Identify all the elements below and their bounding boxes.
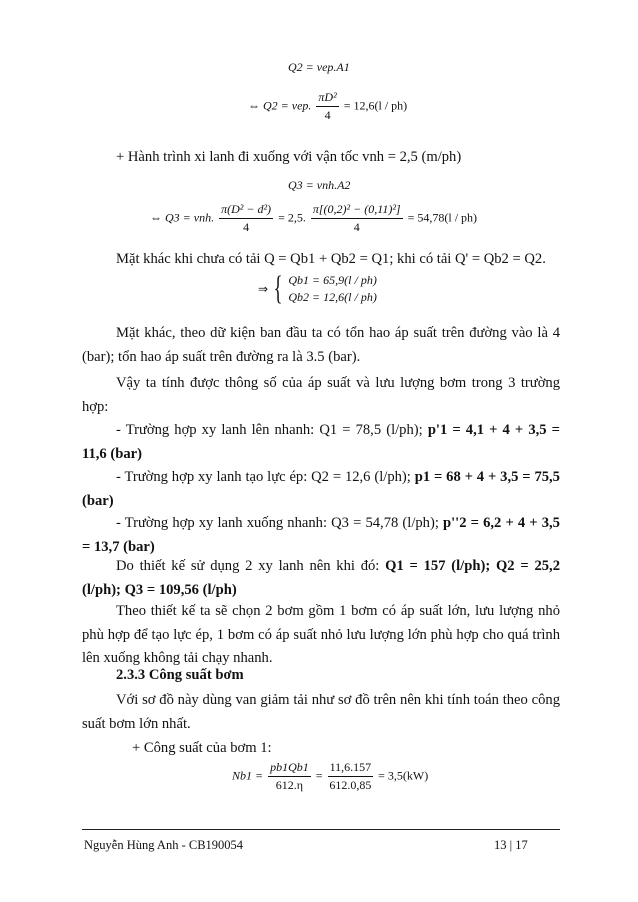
case-pressure: p'1 = 4,1 + 4 + 3,5 = 11,6 (bar) [82,422,560,462]
fraction-numerator: 11,6.157 [328,760,374,777]
footer-author: Nguyễn Hùng Anh - CB190054 [84,838,244,852]
equation-q3-expanded [150,202,477,235]
system-of-equations [258,272,377,306]
paragraph-pump1-power: + Công suất của bơm 1: [132,740,272,756]
fraction-numerator: π[(0,2)² − (0,11)²] [311,202,403,219]
fraction [316,90,338,123]
fraction-numerator: pb1Qb1 [268,760,311,777]
fraction [328,760,374,793]
paragraph-no-load: Mặt khác khi chưa có tải Q = Qb1 + Qb2 = Q1; khi có tải Q' = Qb2 = Q2. [116,251,546,267]
section-heading: 2.3.3 Công suất bơm [116,667,244,683]
paragraph-pressure-loss: Mặt khác, theo dữ kiện ban đầu ta có tổn hao áp suất trên đường vào là 4 (bar); tổn hao áp suất trên đường ra là 3.5 (bar). [82,325,560,365]
text-run: Do thiết kế sử dụng 2 xy lanh nên khi đó: [116,558,380,574]
footer-page-number: 13 | 17 [494,838,528,852]
case-flow: - Trường hợp xy lanh tạo lực ép: Q2 = 12,6 (l/ph); [116,469,411,485]
system-rows [288,272,376,306]
case-flow: - Trường hợp xy lanh xuống nhanh: Q3 = 54,78 (l/ph); [116,515,439,531]
equation-q2-expanded [248,90,407,123]
equation-q3: Q3 = vnh.A2 [288,178,351,192]
paragraph-two-cylinders [82,555,560,602]
equation-q2: Q2 = vep.A1 [288,60,350,74]
fraction-denominator: 612.0,85 [329,778,372,792]
fraction-denominator: 612.η [275,778,304,792]
equation-system [258,272,377,306]
total-flows: Q1 = 157 (l/ph); Q2 = 25,2 (l/ph); Q3 = 109,56 (l/ph) [82,558,560,598]
equation-text: ⇔ Q3 = vnh. [150,210,215,225]
implies-symbol: ⇒ [258,281,269,296]
equation-text: ⇔ Q2 = vep. [248,98,312,113]
fraction [311,202,403,235]
paragraph-power-method: Với sơ đồ này dùng van giảm tải như sơ đồ trên nên khi tính toán theo công suất bơm lớn nhất. [82,692,560,732]
fraction [268,760,311,793]
paragraph-cases-intro: Vậy ta tính được thông số của áp suất và lưu lượng bơm trong 3 trường hợp: [82,375,560,415]
fraction-numerator: π(D² − d²) [219,202,273,219]
paragraph-case-up [82,419,560,466]
fraction [219,202,273,235]
equation-result: = 3,5(kW) [378,768,429,783]
equation-text: = 2,5. [278,210,306,225]
paragraph-case-down [82,512,560,559]
fraction-denominator: 4 [353,220,360,234]
paragraph-case-press [82,466,560,513]
footer-divider [82,829,560,830]
equation-result: = 12,6(l / ph) [343,98,408,113]
equation-text: Nb1 = [232,768,264,783]
system-row: Qb2 = 12,6(l / ph) [288,290,377,304]
fraction-denominator: 4 [324,108,331,122]
paragraph-pump-choice: Theo thiết kế ta sẽ chọn 2 bơm gồm 1 bơm có áp suất lớn, lưu lượng nhỏ phù hợp để tạo lực ép, 1 bơm có áp suất nhỏ lưu lượng lớn phù hợp cho quá trình lên xuống không tải chạy nhanh. [82,603,560,666]
system-row: Qb1 = 65,9(l / ph) [288,273,377,287]
case-pressure: p''2 = 6,2 + 4 + 3,5 = 13,7 (bar) [82,515,560,555]
case-pressure: p1 = 68 + 4 + 3,5 = 75,5 (bar) [82,469,560,509]
paragraph-travel-down: + Hành trình xi lanh đi xuống với vận tốc vnh = 2,5 (m/ph) [116,149,462,165]
fraction-numerator: πD² [316,90,338,107]
fraction-denominator: 4 [243,220,250,234]
equation-pump-power: Nb1 = $\frac{pb1Qb1}{612.\eta}$ = $\frac{11,6.157}{612.0,85}$ = 3,5(kW) [232,760,429,792]
brace-icon: { [273,270,283,307]
equation-result: = 54,78(l / ph) [407,210,478,225]
case-flow: - Trường hợp xy lanh lên nhanh: Q1 = 78,5 (l/ph); [116,422,423,438]
